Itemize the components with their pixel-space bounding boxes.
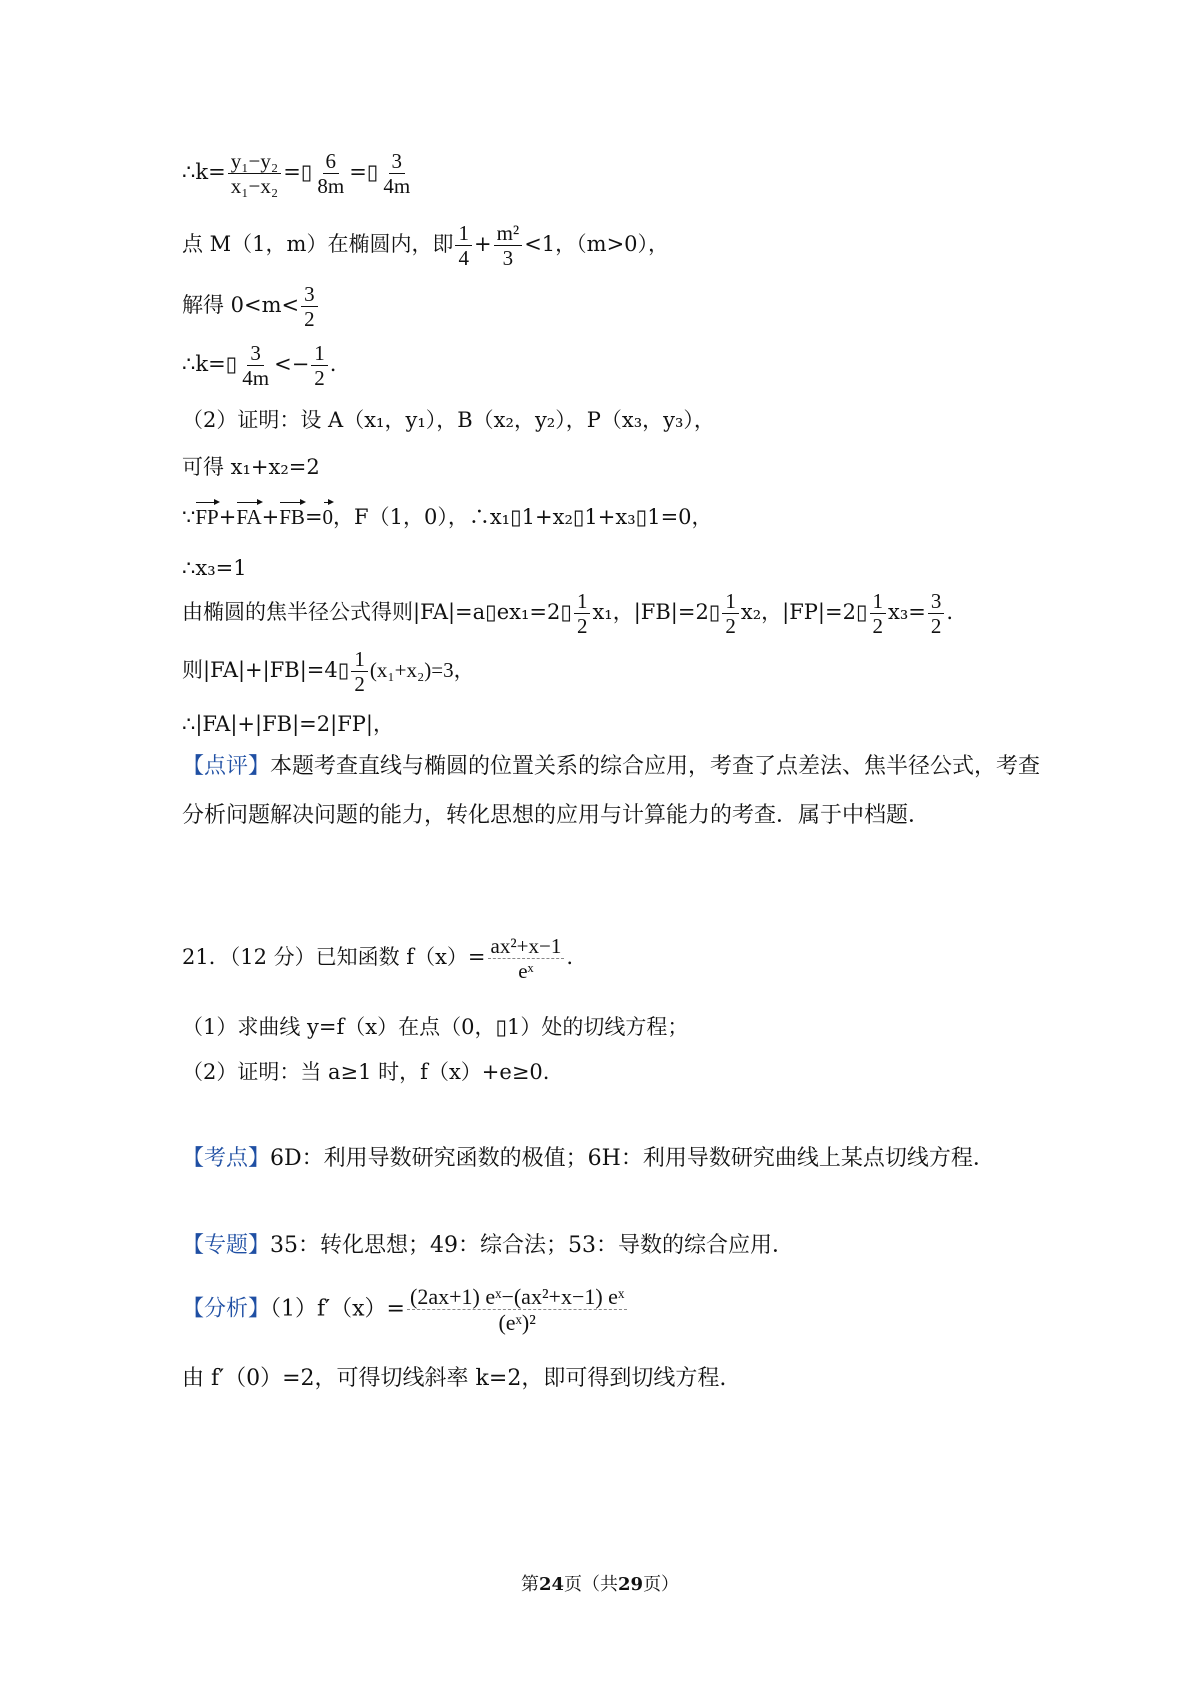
fraction	[380, 150, 413, 197]
zhuanti-text: 35：转化思想；49：综合法；53：导数的综合应用．	[270, 1233, 794, 1258]
conclusion-line	[182, 712, 394, 737]
review-tag: 【点评】	[182, 754, 271, 779]
fenxi-text: 由 f′（0）=2，可得切线斜率 k=2，即可得到切线方程.	[182, 1366, 727, 1391]
text: 解得 0<m<	[182, 293, 300, 318]
page-number: 24	[538, 1574, 564, 1595]
fenxi-line	[182, 1285, 629, 1334]
fraction	[301, 283, 318, 330]
fraction-denominator: 2	[576, 614, 588, 639]
function-fraction	[488, 935, 565, 982]
x3-line	[182, 556, 247, 581]
fraction-denominator: 4m	[242, 366, 270, 391]
fraction-denominator: 2	[930, 614, 942, 639]
fraction-denominator: x₁−x₂	[230, 174, 279, 199]
text-tail: ，F（1，0），∴x₁▯1+x₂▯1+x₃▯1=0，	[333, 505, 713, 529]
vector-sum-line	[182, 505, 713, 530]
fraction-numerator: 3	[247, 342, 264, 366]
fraction-numerator: 3	[928, 590, 945, 614]
fraction-numerator: 1	[722, 590, 739, 614]
review-paragraph	[182, 742, 1042, 840]
point-in-ellipse-line	[182, 222, 669, 269]
fraction	[311, 342, 328, 389]
proof-setup-line	[182, 408, 715, 433]
fenxi-tag: 【分析】	[182, 1296, 271, 1322]
fraction-denominator: 2	[304, 307, 315, 332]
part-2-text: （2）证明：当 a≥1 时，f（x）+e≥0.	[182, 1060, 550, 1084]
review-text: 本题考查直线与椭圆的位置关系的综合应用，考查了点差法、焦半径公式，考查分析问题解决问题的能力，转化思想的应用与计算能力的考查．属于中档题．	[182, 754, 1041, 828]
slope-formula-line	[182, 150, 415, 197]
footer-mid: 页（共	[564, 1574, 618, 1595]
zhuanti-line	[182, 1233, 794, 1259]
text: 由椭圆的焦半径公式得则|FA|=a▯ex₁=2▯	[182, 600, 572, 625]
fraction	[314, 150, 347, 197]
fraction-numerator: (2ax+1) eˣ−(ax²+x−1) eˣ	[407, 1285, 627, 1310]
fraction-numerator: m²	[494, 222, 523, 246]
text-mid: =▯	[283, 160, 313, 185]
fraction-denominator: 8m	[317, 174, 345, 199]
vector-fp: FP	[195, 505, 219, 529]
fraction-numerator: 3	[389, 150, 406, 174]
question-21-part-2	[182, 1060, 549, 1085]
fraction	[239, 342, 272, 389]
slope-bound-line	[182, 342, 336, 389]
text: ∴x₃=1	[182, 556, 247, 580]
text-plus: +	[261, 505, 280, 529]
fraction	[455, 222, 472, 269]
vector-fa: FA	[236, 505, 262, 529]
fraction	[870, 590, 887, 637]
fraction-denominator: (eˣ)²	[498, 1310, 536, 1336]
question-21-head: 21．（12 分）已知函数 f（x）=	[182, 945, 486, 970]
text-plus: +	[218, 505, 237, 529]
zhuanti-tag: 【专题】	[182, 1233, 271, 1258]
sum-fa-fb-line	[182, 648, 475, 695]
kaodian-text: 6D：利用导数研究函数的极值；6H：利用导数研究曲线上某点切线方程．	[270, 1146, 995, 1171]
text-mid: =▯	[349, 160, 379, 185]
page-footer	[0, 1570, 1200, 1596]
fraction-denominator: 3	[502, 246, 514, 271]
fraction-numerator: 1	[351, 648, 368, 672]
kaodian-paragraph	[182, 1134, 1042, 1183]
fraction-numerator: 1	[870, 590, 887, 614]
fenxi-line-2	[182, 1366, 726, 1392]
fenxi-lead: （1）f′（x）=	[270, 1296, 405, 1322]
text: x₃=	[888, 600, 926, 625]
fraction	[494, 222, 523, 269]
sum-x-line	[182, 455, 320, 480]
text-equals: =	[304, 505, 323, 529]
fraction-numerator: 1	[311, 342, 328, 366]
text-tail: .	[329, 352, 337, 377]
text: x₁，|FB|=2▯	[592, 600, 721, 625]
fraction	[928, 590, 945, 637]
fraction-denominator: eˣ	[518, 959, 534, 984]
vector-zero: 0	[322, 505, 334, 529]
fraction-numerator: y₁−y₂	[228, 150, 282, 174]
text-prefix: ∴k=▯	[182, 352, 238, 377]
fraction-numerator: 3	[301, 283, 318, 307]
fraction-denominator: 2	[314, 366, 325, 391]
fraction-denominator: 2	[872, 614, 884, 639]
footer-post: 页）	[643, 1574, 680, 1595]
fraction-denominator: 2	[725, 614, 736, 639]
part-1-text: （1）求曲线 y=f（x）在点（0，▯1）处的切线方程；	[182, 1015, 689, 1039]
fraction	[351, 648, 368, 695]
fraction-denominator: 4	[458, 246, 469, 271]
fraction	[722, 590, 739, 637]
vector-fb: FB	[279, 505, 305, 529]
text-tail: (x₁+x₂)=3，	[369, 658, 475, 683]
fraction-numerator: 6	[323, 150, 340, 174]
question-21-part-1	[182, 1015, 688, 1040]
kaodian-tag: 【考点】	[182, 1146, 271, 1171]
text-tail: .	[946, 600, 954, 625]
solve-m-line	[182, 283, 320, 330]
question-21-title	[182, 935, 573, 982]
text-plus: +	[473, 232, 492, 257]
because-symbol: ∵	[182, 505, 196, 529]
focal-radius-line	[182, 590, 953, 637]
derivative-fraction	[407, 1285, 627, 1334]
text: 则|FA|+|FB|=4▯	[182, 658, 350, 683]
total-pages: 29	[618, 1574, 644, 1595]
fraction-denominator: 2	[354, 672, 365, 697]
text-mid: <−	[274, 352, 310, 377]
fraction	[574, 590, 591, 637]
text: ∴|FA|+|FB|=2|FP|，	[182, 712, 394, 736]
text: 点 M（1，m）在椭圆内，即	[182, 232, 454, 257]
fraction	[228, 150, 282, 197]
fraction-denominator: 4m	[383, 174, 411, 199]
text: （2）证明：设 A（x₁，y₁），B（x₂，y₂），P（x₃，y₃），	[182, 408, 715, 432]
text-tail: <1，（m>0），	[524, 232, 670, 257]
footer-pre: 第	[520, 1574, 539, 1595]
text-tail: .	[566, 945, 574, 970]
text-prefix: ∴k=	[182, 160, 226, 185]
fraction-numerator: ax²+x−1	[488, 935, 565, 959]
fraction-numerator: 1	[455, 222, 472, 246]
text: 可得 x₁+x₂=2	[182, 455, 320, 479]
fraction-numerator: 1	[574, 590, 591, 614]
text: x₂，|FP|=2▯	[740, 600, 868, 625]
